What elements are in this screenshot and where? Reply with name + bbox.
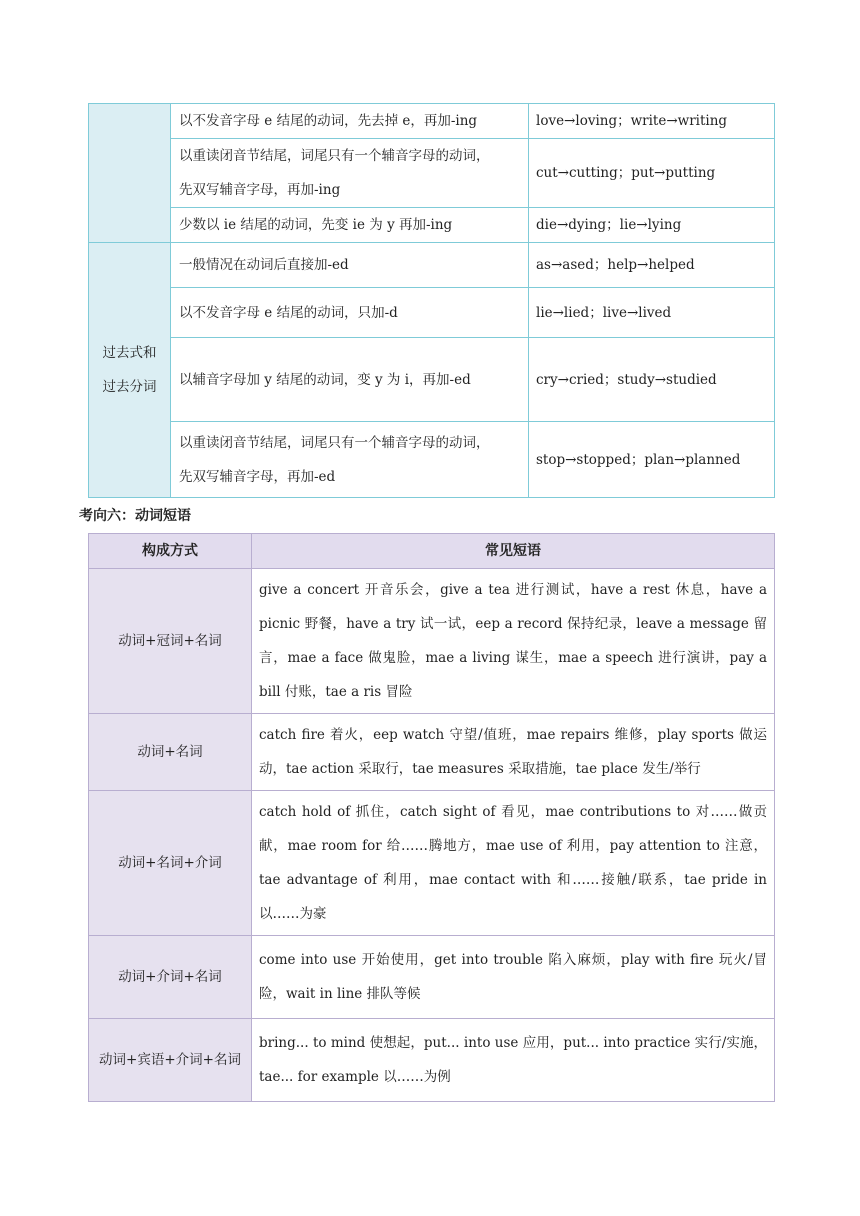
- header-structure: 构成方式: [89, 534, 252, 569]
- rule-cell: [171, 422, 529, 498]
- rule-cell: 以不发音字母 e 结尾的动词，只加-d: [171, 288, 529, 338]
- rule-cell: 以不发音字母 e 结尾的动词，先去掉 e，再加-ing: [171, 104, 529, 139]
- rule-line: 以重读闭音节结尾，词尾只有一个辅音字母的动词，: [179, 434, 490, 451]
- structure-cell: 动词+名词+介词: [89, 791, 252, 936]
- rule-cell: 少数以 ie 结尾的动词，先变 ie 为 y 再加-ing: [171, 208, 529, 243]
- example-cell: cut→cutting；put→putting: [529, 139, 775, 208]
- example-cell: cry→cried；study→studied: [529, 338, 775, 422]
- header-phrases: 常见短语: [252, 534, 775, 569]
- category-line: 过去式和: [102, 345, 157, 361]
- example-cell: die→dying；lie→lying: [529, 208, 775, 243]
- verb-phrases-table: [88, 533, 775, 1102]
- example-cell: stop→stopped；plan→planned: [529, 422, 775, 498]
- category-cell-past: [89, 243, 171, 498]
- phrases-cell: give a concert 开音乐会，give a tea 进行测试，have a rest 休息，have a picnic 野餐，have a try 试一试，eep a record 保持纪录，leave a message 留言，mae a face 做鬼脸，mae a living 谋生，mae a speech 进行演讲，pay a bill 付账，tae a ris 冒险: [252, 569, 775, 714]
- phrases-cell: catch hold of 抓住，catch sight of 看见，mae contributions to 对……做贡献，mae room for 给……腾地方，mae use of 利用，pay attention to 注意，tae advantage of 利用，mae contact with 和……接触/联系，tae pride in 以……为豪: [252, 791, 775, 936]
- structure-cell: 动词+冠词+名词: [89, 569, 252, 714]
- rule-line: 先双写辅音字母，再加-ed: [179, 468, 336, 485]
- structure-cell: 动词+介词+名词: [89, 936, 252, 1019]
- example-cell: love→loving；write→writing: [529, 104, 775, 139]
- section-heading: 考向六：动词短语: [79, 508, 191, 524]
- category-line: 过去分词: [102, 379, 157, 395]
- example-cell: lie→lied；live→lived: [529, 288, 775, 338]
- phrases-cell: bring... to mind 使想起，put... into use 应用，put... into practice 实行/实施，tae... for example 以……为例: [252, 1019, 775, 1102]
- rule-cell: 一般情况在动词后直接加-ed: [171, 243, 529, 288]
- phrases-cell: catch fire 着火，eep watch 守望/值班，mae repairs 维修，play sports 做运动，tae action 采取行，tae measures 采取措施，tae place 发生/举行: [252, 714, 775, 791]
- rule-line: 先双写辅音字母，再加-ing: [179, 182, 341, 198]
- example-cell: as→ased；help→helped: [529, 243, 775, 288]
- verb-forms-table: [88, 103, 775, 498]
- structure-cell: 动词+宾语+介词+名词: [89, 1019, 252, 1102]
- category-cell-ing: [89, 104, 171, 243]
- rule-line: 以重读闭音节结尾，词尾只有一个辅音字母的动词，: [179, 148, 490, 164]
- rule-cell: 以辅音字母加 y 结尾的动词，变 y 为 i，再加-ed: [171, 338, 529, 422]
- phrases-cell: come into use 开始使用，get into trouble 陷入麻烦，play with fire 玩火/冒险，wait in line 排队等候: [252, 936, 775, 1019]
- structure-cell: 动词+名词: [89, 714, 252, 791]
- rule-cell: [171, 139, 529, 208]
